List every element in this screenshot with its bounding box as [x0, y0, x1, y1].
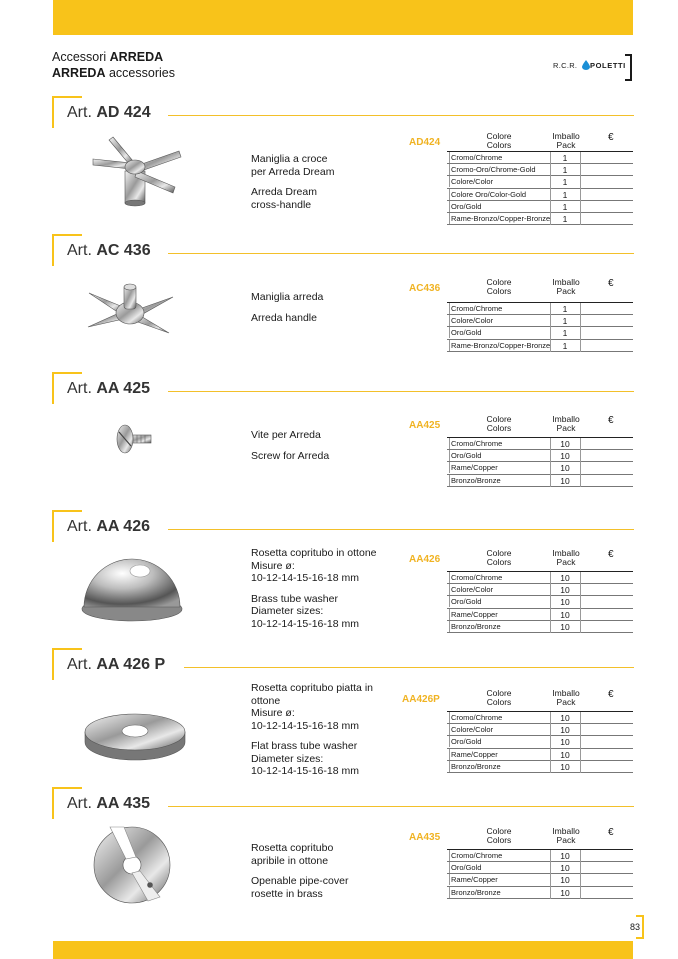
- color-cell: Cromo/Chrome: [449, 850, 551, 861]
- screw-icon: [111, 422, 156, 457]
- table-row: [447, 176, 633, 188]
- section-rule: [168, 391, 634, 392]
- pack-cell: 1: [562, 201, 568, 212]
- currency-header: €: [608, 689, 614, 700]
- desc-line: cross-handle: [251, 198, 312, 211]
- table-row: [447, 315, 633, 327]
- product-section: [0, 234, 678, 372]
- table-row: [447, 584, 633, 596]
- header-imballo: Imballo Pack: [552, 826, 580, 845]
- color-cell: Rame/Copper: [449, 749, 551, 760]
- page-header: [52, 49, 175, 81]
- desc-line: Maniglia a croce: [251, 153, 328, 165]
- pack-cell: 10: [560, 737, 570, 748]
- section-rule: [168, 115, 634, 116]
- product-code: AA435: [409, 832, 441, 843]
- desc-gap: [251, 442, 401, 450]
- color-cell: Oro/Gold: [449, 450, 551, 461]
- table-divider: [550, 572, 551, 633]
- table-row: [447, 724, 633, 736]
- table-row: [447, 462, 633, 474]
- pack-cell: 10: [560, 621, 570, 632]
- color-cell: Colore/Color: [449, 315, 551, 326]
- desc-line: Diameter sizes:: [251, 752, 324, 765]
- header-imballo: Imballo Pack: [552, 277, 580, 296]
- header-colore: Colore Colors: [486, 826, 512, 845]
- pack-cell: 10: [560, 451, 570, 462]
- variants-table: [447, 849, 633, 899]
- table-row: [447, 761, 633, 773]
- pack-cell: 1: [562, 213, 568, 224]
- pack-cell: 10: [560, 863, 570, 874]
- desc-line: Arreda Dream: [251, 186, 317, 198]
- section-rule: [168, 806, 634, 807]
- table-row: [447, 213, 633, 225]
- header-imballo: Imballo Pack: [552, 688, 580, 707]
- table-row: [447, 475, 633, 487]
- header-line-en: ARREDA accessories: [52, 66, 175, 80]
- color-cell: Rame-Bronzo/Copper-Bronze: [451, 340, 551, 350]
- pack-cell: 1: [562, 340, 568, 351]
- desc-line: 10-12-14-15-16-18 mm: [251, 572, 359, 584]
- pack-cell: 10: [560, 887, 570, 898]
- currency-header: €: [608, 549, 614, 560]
- pack-cell: 1: [562, 153, 568, 163]
- table-divider: [550, 152, 551, 225]
- product-description: [251, 842, 401, 900]
- variants-table: [447, 571, 633, 633]
- color-cell: Cromo/Chrome: [449, 152, 551, 163]
- table-row: [447, 572, 633, 584]
- desc-line: Openable pipe-cover: [251, 875, 349, 887]
- article-title: Art. AA 426 P: [67, 656, 166, 673]
- color-cell: Oro/Gold: [449, 736, 551, 747]
- color-cell: Cromo/Chrome: [449, 572, 551, 583]
- table-row: [447, 874, 633, 886]
- desc-line: Diameter sizes:: [251, 605, 324, 617]
- water-drop-icon: [582, 60, 590, 70]
- article-title: Art. AC 436: [67, 242, 151, 259]
- pack-cell: 10: [560, 609, 570, 620]
- product-description: [251, 291, 401, 324]
- table-divider: [580, 152, 581, 225]
- desc-line: Flat brass tube washer: [251, 740, 358, 752]
- header-colore: Colore Colors: [486, 548, 512, 567]
- table-row: [447, 850, 633, 862]
- table-row: [447, 303, 633, 315]
- product-code: AC436: [409, 283, 441, 294]
- currency-header: €: [608, 278, 614, 289]
- desc-line: Screw for Arreda: [251, 449, 330, 462]
- header-colore: Colore Colors: [486, 277, 512, 296]
- header-imballo: Imballo Pack: [552, 131, 580, 150]
- header-colore: Colore Colors: [486, 688, 512, 707]
- desc-gap: [251, 178, 401, 186]
- variants-table: [447, 302, 633, 352]
- desc-line: Rosetta copritubo: [251, 842, 334, 854]
- table-row: [447, 736, 633, 748]
- table-row: [447, 340, 633, 352]
- top-yellow-band: [53, 0, 633, 35]
- pack-cell: 1: [562, 328, 568, 339]
- pack-cell: 10: [560, 439, 570, 449]
- table-row: [447, 887, 633, 899]
- color-cell: Rame/Copper: [449, 462, 551, 473]
- product-code: AA426: [409, 554, 441, 565]
- table-divider: [550, 303, 551, 352]
- product-section: [0, 372, 678, 510]
- product-section: [0, 648, 678, 786]
- product-description: [251, 429, 401, 462]
- desc-line: Arreda handle: [251, 311, 317, 324]
- article-title: Art. AA 435: [67, 795, 150, 812]
- dome-rosette-icon: [80, 547, 185, 627]
- table-divider: [550, 850, 551, 899]
- color-cell: Cromo/Chrome: [449, 712, 551, 723]
- color-cell: Bronzo/Bronze: [449, 761, 551, 772]
- pack-cell: 10: [560, 585, 570, 596]
- desc-line: 10-12-14-15-16-18 mm: [251, 719, 359, 732]
- desc-gap: [251, 732, 401, 740]
- desc-line: per Arreda Dream: [251, 165, 335, 178]
- desc-line: Vite per Arreda: [251, 429, 321, 441]
- table-row: [447, 438, 633, 450]
- currency-header: €: [608, 415, 614, 426]
- page-number: 83: [630, 922, 641, 932]
- header-colore: Colore Colors: [486, 131, 512, 150]
- color-cell: Oro/Gold: [449, 596, 551, 607]
- table-row: [447, 450, 633, 462]
- product-code: AA425: [409, 420, 441, 431]
- color-cell: Cromo-Oro/Chrome-Gold: [449, 164, 551, 175]
- product-section: [0, 96, 678, 234]
- table-divider: [580, 572, 581, 633]
- color-cell: Rame-Bronzo/Copper-Bronze: [451, 213, 551, 223]
- brand-bracket: [625, 54, 632, 81]
- product-description: [251, 547, 401, 630]
- desc-line: Misure ø:: [251, 707, 295, 719]
- color-cell: Oro/Gold: [449, 201, 551, 212]
- table-row: [447, 201, 633, 213]
- openable-rosette-icon: [80, 825, 185, 905]
- desc-gap: [251, 585, 401, 593]
- desc-line: ottone: [251, 694, 281, 707]
- variants-table: [447, 437, 633, 487]
- color-cell: Cromo/Chrome: [449, 303, 551, 314]
- pack-cell: 1: [562, 165, 568, 176]
- table-divider: [550, 712, 551, 773]
- color-cell: Bronzo/Bronze: [449, 887, 551, 898]
- article-title: Art. AD 424: [67, 104, 151, 121]
- table-row: [447, 609, 633, 621]
- flat-washer-icon: [83, 708, 188, 763]
- color-cell: Colore/Color: [449, 176, 551, 187]
- color-cell: Colore/Color: [449, 724, 551, 735]
- desc-gap: [251, 867, 401, 875]
- article-title: Art. AA 425: [67, 380, 150, 397]
- product-code: AD424: [409, 137, 441, 148]
- pack-cell: 10: [560, 725, 570, 736]
- table-row: [447, 596, 633, 608]
- section-rule: [168, 529, 634, 530]
- color-cell: Bronzo/Bronze: [449, 475, 551, 486]
- table-divider: [580, 438, 581, 487]
- desc-gap: [251, 304, 401, 312]
- pack-cell: 1: [562, 177, 568, 188]
- arreda-handle-icon: [83, 279, 178, 344]
- color-cell: Bronzo/Bronze: [449, 621, 551, 632]
- pack-cell: 1: [562, 189, 568, 200]
- currency-header: €: [608, 827, 614, 838]
- desc-line: rosette in brass: [251, 887, 323, 900]
- currency-header: €: [608, 132, 614, 143]
- table-row: [447, 749, 633, 761]
- article-title: Art. AA 426: [67, 518, 150, 535]
- pack-cell: 10: [560, 713, 570, 723]
- pack-cell: 10: [560, 597, 570, 608]
- pack-cell: 10: [560, 475, 570, 486]
- color-cell: Cromo/Chrome: [449, 438, 551, 449]
- header-imballo: Imballo Pack: [552, 414, 580, 433]
- header-imballo: Imballo Pack: [552, 548, 580, 567]
- desc-line: 10-12-14-15-16-18 mm: [251, 617, 359, 630]
- table-divider: [550, 438, 551, 487]
- brand-logo: R.C.R. POLETTI: [548, 54, 632, 79]
- product-section: [0, 787, 678, 925]
- table-divider: [580, 850, 581, 899]
- desc-line: Rosetta copritubo in ottone: [251, 547, 377, 559]
- header-line-it: Accessori ARREDA: [52, 50, 164, 64]
- section-rule: [184, 667, 634, 668]
- product-description: [251, 682, 401, 778]
- table-row: [447, 327, 633, 339]
- cross-handle-icon: [83, 129, 188, 209]
- pack-cell: 10: [560, 749, 570, 760]
- variants-table: [447, 711, 633, 773]
- color-cell: Oro/Gold: [449, 862, 551, 873]
- pack-cell: 10: [560, 573, 570, 583]
- desc-line: Misure ø:: [251, 559, 295, 572]
- pack-cell: 10: [560, 463, 570, 474]
- table-row: [447, 862, 633, 874]
- product-description: [251, 153, 401, 211]
- color-cell: Colore/Color: [449, 584, 551, 595]
- product-section: [0, 510, 678, 648]
- pack-cell: 1: [562, 316, 568, 327]
- header-colore: Colore Colors: [486, 414, 512, 433]
- table-row: [447, 152, 633, 164]
- table-row: [447, 164, 633, 176]
- table-divider: [580, 712, 581, 773]
- color-cell: Rame/Copper: [449, 874, 551, 885]
- section-rule: [168, 253, 634, 254]
- desc-line: Brass tube washer: [251, 592, 338, 605]
- table-row: [447, 189, 633, 201]
- pack-cell: 10: [560, 851, 570, 861]
- color-cell: Oro/Gold: [449, 327, 551, 338]
- pack-cell: 10: [560, 875, 570, 886]
- table-divider: [580, 303, 581, 352]
- table-row: [447, 621, 633, 633]
- bottom-yellow-band: [53, 941, 633, 959]
- desc-line: Rosetta copritubo piatta in: [251, 682, 373, 694]
- color-cell: Colore Oro/Color-Gold: [449, 189, 551, 200]
- table-row: [447, 712, 633, 724]
- variants-table: [447, 151, 633, 225]
- desc-line: Maniglia arreda: [251, 291, 324, 303]
- desc-line: apribile in ottone: [251, 854, 329, 867]
- desc-line: 10-12-14-15-16-18 mm: [251, 765, 359, 777]
- pack-cell: 1: [562, 304, 568, 314]
- pack-cell: 10: [560, 761, 570, 772]
- color-cell: Rame/Copper: [449, 609, 551, 620]
- product-code: AA426P: [402, 694, 440, 705]
